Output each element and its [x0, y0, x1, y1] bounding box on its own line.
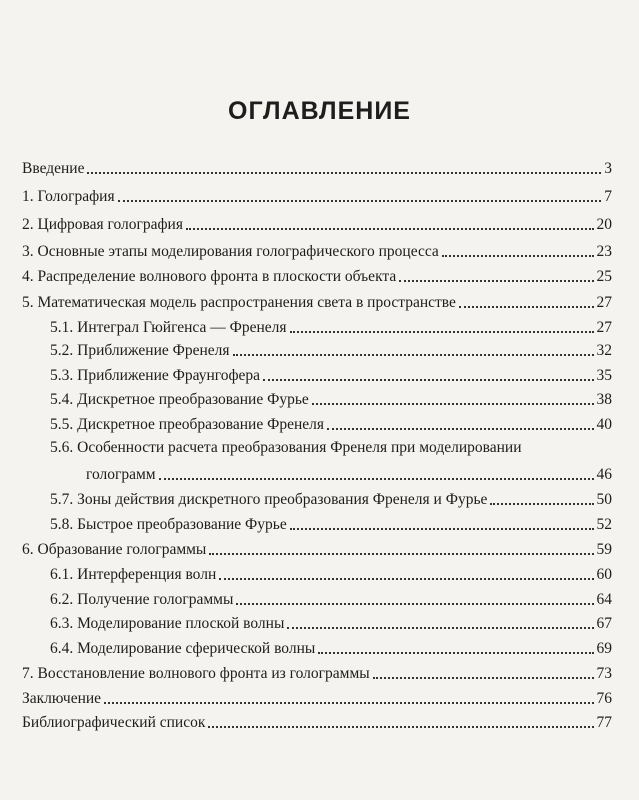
toc-entry-label: 3. Основные этапы моделирования голографического процесса	[22, 243, 439, 260]
toc-entry-label: 7. Восстановление волнового фронта из голограммы	[22, 665, 370, 682]
toc-entry[interactable]	[22, 661, 612, 683]
toc-leader-dots	[318, 652, 593, 654]
toc-leader-dots	[312, 403, 594, 405]
toc-entry-label: 5.2. Приближение Френеля	[50, 342, 230, 359]
toc-leader-dots	[287, 627, 593, 629]
toc-entry-label: 1. Голография	[22, 188, 115, 205]
toc-leader-dots	[236, 603, 593, 605]
toc-entry-page: 40	[596, 416, 612, 433]
toc-entry[interactable]	[50, 512, 612, 534]
toc-leader-dots	[186, 228, 594, 230]
toc-leader-dots	[442, 255, 594, 257]
toc-entry-label: 5.5. Дискретное преобразование Френеля	[50, 416, 325, 433]
toc-entry-label: 4. Распределение волнового фронта в плоскости объекта	[22, 268, 397, 285]
toc-entry-label: Библиографический список	[22, 714, 206, 731]
toc-leader-dots	[208, 726, 593, 728]
toc-entry[interactable]	[22, 239, 612, 261]
toc-leader-dots	[327, 428, 593, 430]
toc-entry-label: 6.3. Моделирование плоской волны	[50, 615, 285, 632]
toc-entry[interactable]	[86, 462, 612, 484]
toc-entry-label: 5.8. Быстрое преобразование Фурье	[50, 516, 287, 533]
toc-leader-dots	[118, 200, 602, 202]
toc-entry[interactable]	[50, 363, 612, 385]
toc-entry-label: 5.3. Приближение Фраунгофера	[50, 367, 261, 384]
toc-leader-dots	[373, 677, 594, 679]
toc-leader-dots	[159, 478, 594, 480]
toc-entry[interactable]	[22, 537, 612, 559]
toc-entry[interactable]	[22, 184, 612, 206]
toc-entry-page: 67	[596, 615, 612, 632]
toc-entry-label-line2: голограмм	[86, 466, 156, 483]
toc-entry-page: 23	[596, 243, 612, 260]
toc-leader-dots	[263, 379, 593, 381]
toc-entry-page: 76	[596, 690, 612, 707]
toc-leader-dots	[399, 280, 593, 282]
toc-entry-page: 3	[604, 160, 612, 177]
toc-entry-page: 77	[596, 714, 612, 731]
toc-entry[interactable]	[50, 338, 612, 360]
toc-leader-dots	[490, 503, 593, 505]
toc-entry-page: 20	[596, 216, 612, 233]
toc-entry-label: 6.1. Интерференция волн	[50, 566, 217, 583]
toc-entry[interactable]	[50, 562, 612, 584]
page-title: ОГЛАВЛЕНИЕ	[228, 97, 411, 125]
toc-entry-page: 32	[596, 342, 612, 359]
toc-leader-dots	[290, 528, 594, 530]
toc-entry[interactable]	[50, 587, 612, 609]
toc-entry-label: 5.1. Интеграл Гюйгенса — Френеля	[50, 319, 287, 336]
toc-entry[interactable]	[50, 412, 612, 434]
toc-entry-page: 60	[596, 566, 612, 583]
toc-entry-label: 5. Математическая модель распространения света в пространстве	[22, 294, 456, 311]
toc-leader-dots	[290, 331, 594, 333]
toc-entry[interactable]	[22, 710, 612, 732]
toc-leader-dots	[209, 553, 593, 555]
toc-entry[interactable]	[22, 686, 612, 708]
toc-entry-label: 2. Цифровая голография	[22, 216, 183, 233]
toc-entry-page: 50	[596, 491, 612, 508]
toc-entry-label: 6.2. Получение голограммы	[50, 591, 234, 608]
toc-entry-page: 73	[596, 665, 612, 682]
toc-entry[interactable]	[22, 264, 612, 286]
toc-entry-page: 7	[604, 188, 612, 205]
toc-entry[interactable]	[22, 290, 612, 312]
toc-leader-dots	[104, 702, 593, 704]
toc-entry-page: 38	[596, 391, 612, 408]
toc-entry[interactable]	[50, 315, 612, 337]
toc-entry-page: 27	[596, 294, 612, 311]
toc-entry-page: 27	[596, 319, 612, 336]
toc-entry[interactable]	[22, 156, 612, 178]
toc-entry[interactable]	[50, 611, 612, 633]
toc-entry-page: 25	[596, 268, 612, 285]
toc-leader-dots	[219, 578, 593, 580]
toc-entry-page: 59	[596, 541, 612, 558]
toc-entry-page: 64	[596, 591, 612, 608]
toc-leader-dots	[459, 306, 594, 308]
toc-entry-label: 5.7. Зоны действия дискретного преобразования Френеля и Фурье	[50, 491, 488, 508]
toc-entry-label: 6.4. Моделирование сферической волны	[50, 640, 316, 657]
toc-entry-label-line1[interactable]: 5.6. Особенности расчета преобразования Френеля при моделировании	[50, 439, 522, 456]
toc-leader-dots	[87, 172, 601, 174]
toc-entry[interactable]	[50, 636, 612, 658]
toc-entry-page: 69	[596, 640, 612, 657]
toc-entry-label: Заключение	[22, 690, 102, 707]
toc-leader-dots	[233, 354, 594, 356]
toc-entry-label: 5.4. Дискретное преобразование Фурье	[50, 391, 309, 408]
toc-entry-page: 35	[596, 367, 612, 384]
toc-entry[interactable]	[22, 212, 612, 234]
toc-entry[interactable]	[50, 487, 612, 509]
toc-entry-page: 46	[596, 466, 612, 483]
toc-entry-page: 52	[596, 516, 612, 533]
toc-entry-label: Введение	[22, 160, 85, 177]
toc-entry[interactable]	[50, 387, 612, 409]
toc-entry-label: 6. Образование голограммы	[22, 541, 207, 558]
